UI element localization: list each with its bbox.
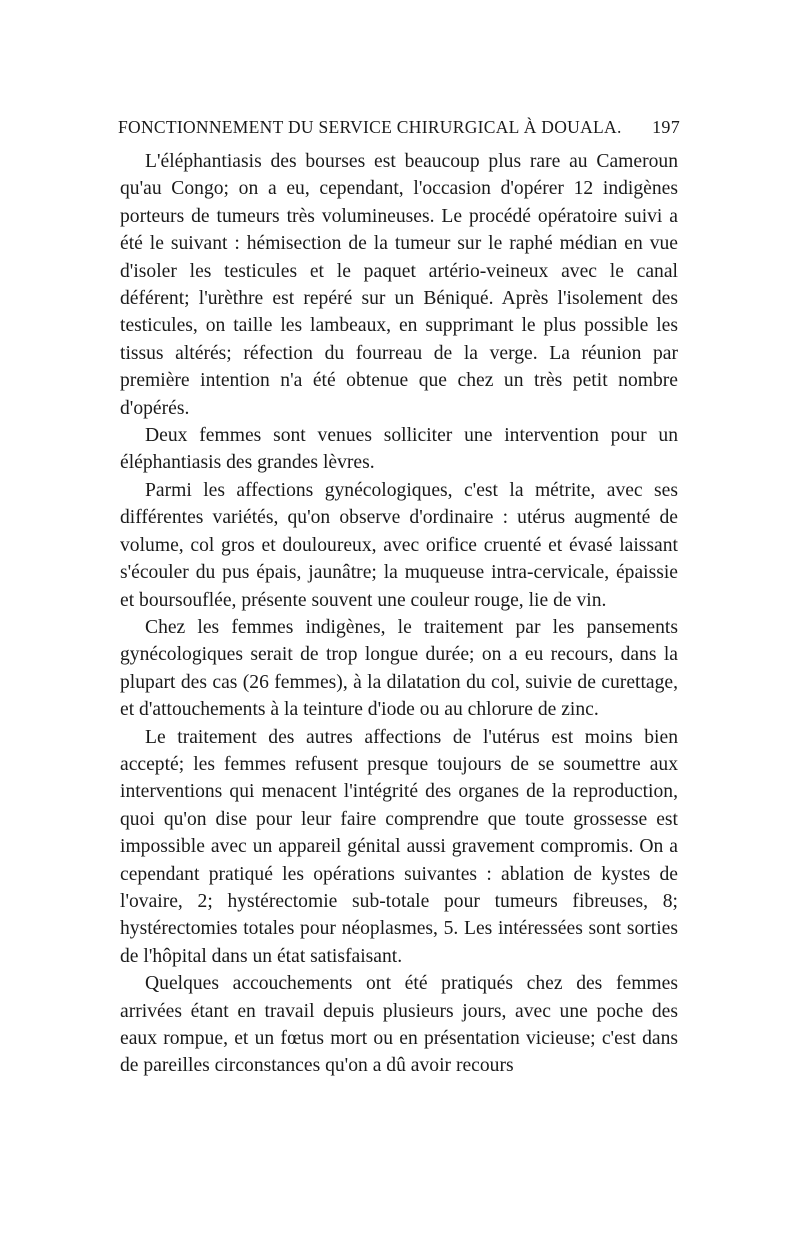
paragraph-accouchements: Quelques accouchements ont été pratiqués chez des femmes arrivées étant en travail depuis plusieurs jours, avec une poche des eaux rompue, et un fœtus mort ou en présentation vicieuse; c'est dans de pareilles circonstances qu'on a dû avoir recours <box>120 973 678 1077</box>
running-title: FONCTIONNEMENT DU SERVICE CHIRURGICAL À DOUALA. <box>118 117 622 137</box>
paragraph-affections-gynecologiques: Parmi les affections gynécologiques, c'est la métrite, avec ses différentes variétés, qu'on observe d'ordinaire : utérus augmenté de volume, col gros et douloureux, avec orifice cruenté et évasé laissant s'écouler du pus épais, jaunâtre; la muqueuse intra-cervicale, épaissie et boursouflée, présente souvent une couleur rouge, lie de vin. <box>120 479 678 611</box>
body-text <box>120 148 678 1080</box>
paragraph-elephantiasis-bourses: L'éléphantiasis des bourses est beaucoup plus rare au Cameroun qu'au Congo; on a eu, cependant, l'occasion d'opérer 12 indigènes porteurs de tumeurs très volumineuses. Le procédé opératoire suivi a été le suivant : hémisection de la tumeur sur le raphé médian en vue d'isoler les testicules et le paquet artério-veineux avec le canal déférent; l'urèthre est repéré sur un Béniqué. Après l'isolement des testicules, on taille les lambeaux, en supprimant le plus possible les tissus altérés; réfection du fourreau de la verge. La réunion par première intention n'a été obtenue que chez un très petit nombre d'opérés. <box>120 151 678 419</box>
paragraph-traitement-uterus: Le traitement des autres affections de l'utérus est moins bien accepté; les femmes refusent presque toujours de se soumettre aux interventions qui menacent l'intégrité des organes de la reproduction, quoi qu'on dise pour leur faire comprendre que toute grossesse est impossible avec un appareil génital aussi gravement compromis. On a cependant pratiqué les opérations suivantes : ablation de kystes de l'ovaire, 2; hystérectomie sub-totale pour tumeurs fibreuses, 8; hystérectomies totales pour néoplasmes, 5. Les intéressées sont sorties de l'hôpital dans un état satisfaisant. <box>120 726 678 967</box>
paragraph-elephantiasis-levres: Deux femmes sont venues solliciter une intervention pour un éléphantiasis des grandes lèvres. <box>120 425 678 474</box>
running-head <box>118 117 680 143</box>
paragraph-femmes-indigenes: Chez les femmes indigènes, le traitement par les pansements gynécologiques serait de trop longue durée; on a eu recours, dans la plupart des cas (26 femmes), à la dilatation du col, suivie de curettage, et d'attouchements à la teinture d'iode ou au chlorure de zinc. <box>120 616 678 721</box>
page-number: 197 <box>652 117 680 137</box>
